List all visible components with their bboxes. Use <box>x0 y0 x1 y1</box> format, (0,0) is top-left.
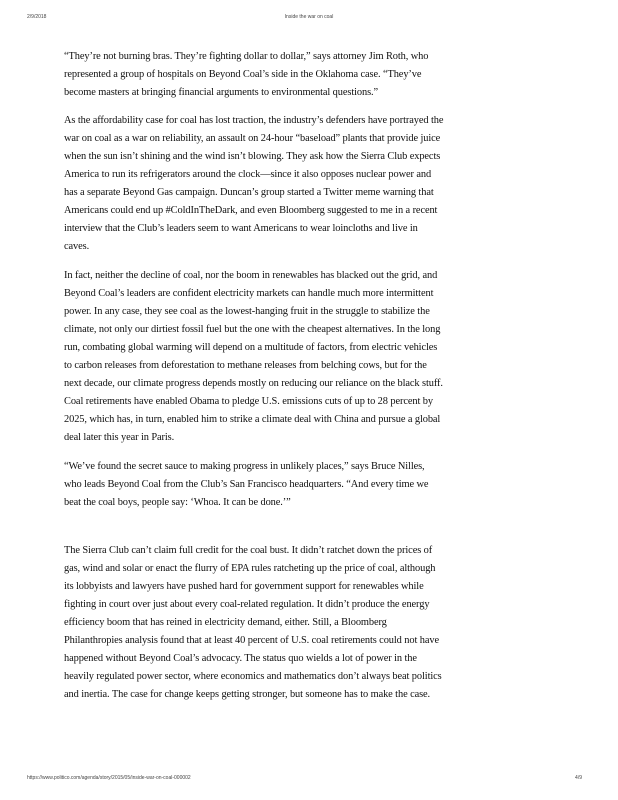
article-paragraph: “They’re not burning bras. They’re fighting dollar to dollar,” says attorney Jim Roth, who represented a group of hospitals on Beyond Coal’s side in the Oklahoma case. “They’ve become masters at bringing financial arguments to environmental questions.” <box>64 51 429 98</box>
article-paragraph: In fact, neither the decline of coal, nor the boom in renewables has blacked out the grid, and Beyond Coal’s leaders are confident electricity markets can handle much more intermittent power. In any case, they see coal as the lowest-hanging fruit in the struggle to stabilize the climate, not only our dirtiest fossil fuel but the one with the cheapest alternatives. In the long run, combating global warming will depend on a multitude of factors, from electric vehicles to carbon releases from deforestation to methane releases from belching cows, but for the next decade, our climate progress depends mostly on reducing our reliance on the black stuff. Coal retirements have enabled Obama to pledge U.S. emissions cuts of up to 28 percent by 2025, which has, in turn, enabled him to strike a climate deal with China and pursue a global deal later this year in Paris. <box>64 270 443 443</box>
article-paragraph: As the affordability case for coal has lost traction, the industry’s defenders have portrayed the war on coal as a war on reliability, an assault on 24-hour “baseload” plants that provide juice when the sun isn’t shining and the wind isn’t blowing. They ask how the Sierra Club expects America to run its refrigerators around the clock—since it also opposes nuclear power and has a separate Beyond Gas campaign. Duncan’s group started a Twitter meme warning that Americans could end up #ColdInTheDark, and even Bloomberg suggested to me in a recent interview that the Club’s leaders seem to want Americans to wear loincloths and live in caves. <box>64 115 444 252</box>
article-paragraph: “We’ve found the secret sauce to making progress in unlikely places,” says Bruce Nilles, who leads Beyond Coal from the Club’s San Francisco headquarters. “And every time we beat the coal boys, people say: ‘Whoa. It can be done.’” <box>64 461 429 508</box>
article-body <box>64 48 444 704</box>
print-date: 2/9/2018 <box>27 14 47 20</box>
print-page-title: Inside the war on coal <box>284 14 334 20</box>
print-source-url: https://www.politico.com/agenda/story/2015/05/inside-war-on-coal-000002 <box>27 775 191 781</box>
article-paragraph: The Sierra Club can’t claim full credit for the coal bust. It didn’t ratchet down the prices of gas, wind and solar or enact the flurry of EPA rules ratcheting up the price of coal, although its lobbyists and lawyers have pushed hard for government support for renewables while fighting in court over just about every coal-related regulation. It didn’t produce the energy efficiency boom that has reined in electricity demand, either. Still, a Bloomberg Philanthropies analysis found that at least 40 percent of U.S. coal retirements could not have happened without Beyond Coal’s advocacy. The status quo wields a lot of power in the heavily regulated power sector, where economics and mathematics don’t always beat politics and inertia. The case for change keeps getting stronger, but someone has to make the case. <box>64 545 442 700</box>
print-page-number: 4/9 <box>575 775 582 781</box>
